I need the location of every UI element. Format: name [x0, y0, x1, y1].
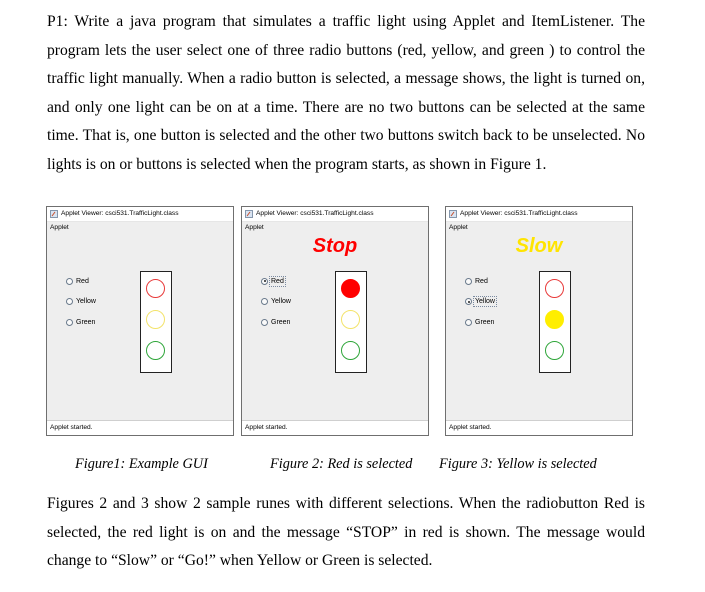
applet-titlebar — [446, 207, 632, 222]
java-icon — [449, 210, 457, 218]
light-message: Slow — [515, 235, 563, 257]
green-light — [545, 341, 564, 360]
radio-green[interactable] — [465, 312, 525, 333]
traffic-light-box — [335, 271, 367, 373]
light-message: Stop — [312, 235, 358, 257]
radio-label-red: Red — [76, 277, 89, 285]
red-light — [545, 279, 564, 298]
figure-1-caption: Figure1: Example GUI — [75, 456, 208, 472]
radio-green[interactable] — [66, 312, 126, 333]
radio-button-red[interactable] — [261, 278, 268, 285]
radio-green[interactable] — [261, 312, 321, 333]
applet-window-title: Applet Viewer: csci531.TrafficLight.class — [460, 210, 578, 217]
applet-content — [47, 222, 233, 421]
radio-button-yellow[interactable] — [261, 298, 268, 305]
radio-label-yellow: Yellow — [475, 298, 495, 306]
applet-status-bar: Applet started. — [47, 420, 233, 435]
applet-content — [242, 222, 428, 421]
radio-yellow[interactable] — [66, 292, 126, 313]
radio-button-yellow[interactable] — [66, 298, 73, 305]
radio-yellow[interactable] — [261, 292, 321, 313]
light-radio-group — [261, 271, 321, 333]
radio-button-green[interactable] — [66, 319, 73, 326]
java-icon — [245, 210, 253, 218]
applet-content — [446, 222, 632, 421]
closing-paragraph — [47, 490, 645, 576]
applet-status-bar: Applet started. — [242, 420, 428, 435]
applet-menu-label[interactable]: Applet — [50, 224, 69, 231]
applet-window-figure-3 — [445, 206, 633, 436]
radio-label-green: Green — [271, 318, 291, 326]
radio-button-red[interactable] — [465, 278, 472, 285]
green-light — [341, 341, 360, 360]
light-radio-group — [465, 271, 525, 333]
radio-red[interactable] — [465, 271, 525, 292]
radio-red[interactable] — [261, 271, 321, 292]
radio-yellow[interactable] — [465, 292, 525, 313]
traffic-light-box — [140, 271, 172, 373]
radio-label-red: Red — [475, 277, 488, 285]
radio-button-yellow[interactable] — [465, 298, 472, 305]
radio-button-green[interactable] — [465, 319, 472, 326]
radio-label-green: Green — [475, 318, 495, 326]
radio-label-yellow: Yellow — [76, 298, 96, 306]
green-light — [146, 341, 165, 360]
applet-window-figure-1 — [46, 206, 234, 436]
applet-menu-label[interactable]: Applet — [449, 224, 468, 231]
red-light — [341, 279, 360, 298]
applet-window-title: Applet Viewer: csci531.TrafficLight.class — [61, 210, 179, 217]
intro-paragraph-text: P1: Write a java program that simulates a traffic light using Applet and ItemListener. The program lets the user select one of three radio buttons (red, yellow, and green ) to control the traffic light manually. When a radio button is selected, a message shows, the light is turned on, and only one light can be on at a time. There are no two buttons can be selected at the same time. That is, one button is selected and the other two buttons switch back to be unselected. No lights is on or buttons is selected when the program starts, as shown in Figure 1. — [47, 13, 645, 173]
applet-status-bar: Applet started. — [446, 420, 632, 435]
java-icon — [50, 210, 58, 218]
applet-titlebar — [242, 207, 428, 222]
radio-red[interactable] — [66, 271, 126, 292]
yellow-light — [146, 310, 165, 329]
applet-window-title: Applet Viewer: csci531.TrafficLight.class — [256, 210, 374, 217]
applet-window-figure-2 — [241, 206, 429, 436]
figure-2-caption: Figure 2: Red is selected — [270, 456, 413, 472]
intro-paragraph — [47, 8, 645, 180]
radio-label-red: Red — [271, 277, 284, 285]
radio-label-green: Green — [76, 318, 96, 326]
radio-label-yellow: Yellow — [271, 298, 291, 306]
yellow-light — [545, 310, 564, 329]
figure-3-caption: Figure 3: Yellow is selected — [439, 456, 597, 472]
red-light — [146, 279, 165, 298]
light-radio-group — [66, 271, 126, 333]
radio-button-red[interactable] — [66, 278, 73, 285]
traffic-light-box — [539, 271, 571, 373]
applet-titlebar — [47, 207, 233, 222]
closing-paragraph-text: Figures 2 and 3 show 2 sample runes with different selections. When the radiobutton Red is selected, the red light is on and the message “STOP” in red is shown. The message would change to “Slow” or “Go!” when Yellow or Green is selected. — [47, 495, 645, 570]
applet-menu-label[interactable]: Applet — [245, 224, 264, 231]
yellow-light — [341, 310, 360, 329]
radio-button-green[interactable] — [261, 319, 268, 326]
